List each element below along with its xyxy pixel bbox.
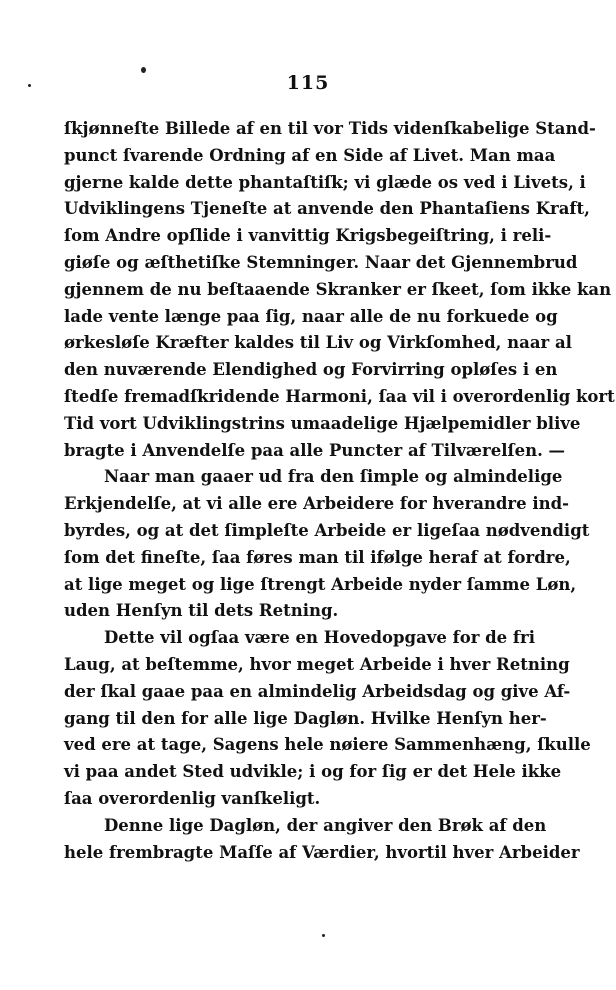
text-line: Erkjendelſe, at vi alle ere Arbeidere for hverandre ind- <box>64 494 570 514</box>
text-line: ſom Andre opſlide i vanvittig Krigsbegeiſtring, i reli- <box>64 226 552 246</box>
text-line: ſtedſe fremadſkridende Harmoni, ſaa vil i overordenlig kort <box>64 386 615 406</box>
text-line: ſom det fineſte, ſaa føres man til ifølge heraf at fordre, <box>64 547 571 567</box>
text-line: at lige meget og lige ſtrengt Arbeide nyder ſamme Løn, <box>64 574 577 594</box>
text-line: den nuværende Elendighed og Forvirring opløſes i en <box>64 360 558 380</box>
text-line: gjerne kalde dette phantaſtiſk; vi glæde os ved i Livets, i <box>64 172 586 192</box>
text-line: hele frembragte Maſſe af Værdier, hvortil hver Arbeider <box>64 842 580 862</box>
text-line: Tid vort Udviklingstrins umaadelige Hjælpemidler blive <box>64 413 581 433</box>
text-line: ørkesløſe Kræfter kaldes til Liv og Virkſomhed, naar al <box>64 333 572 353</box>
body-text <box>64 116 615 866</box>
text-line: ved ere at tage, Sagens hele nøiere Sammenhæng, ſkulle <box>64 735 591 755</box>
text-line: lade vente længe paa ſig, naar alle de nu forkuede og <box>64 306 558 326</box>
text-line: Dette vil ogſaa være en Hovedopgave for de fri <box>104 628 535 648</box>
text-line: Laug, at beſtemme, hvor meget Arbeide i hver Retning <box>64 654 570 674</box>
text-line: Udviklingens Tjeneſte at anvende den Phantaſiens Kraft, <box>64 199 590 219</box>
paragraph <box>64 464 590 625</box>
paragraph <box>64 813 580 867</box>
text-line: ſkjønneſte Billede af en til vor Tids videnſkabelige Stand- <box>64 119 596 138</box>
paragraph <box>64 116 615 464</box>
text-line: Denne lige Dagløn, der angiver den Brøk af den <box>104 815 547 835</box>
page-number: 115 <box>286 72 330 94</box>
text-line: ſaa overordenlig vanſkeligt. <box>64 788 321 808</box>
text-line: gjennem de nu beſtaaende Skranker er ſkeet, ſom ikke kan <box>64 279 612 299</box>
text-line: uden Henſyn til dets Retning. <box>64 601 339 621</box>
text-line: der ſkal gaae paa en almindelig Arbeidsdag og give Af- <box>64 681 571 701</box>
text-line: giøſe og æſthetiſke Stemninger. Naar det Gjennembrud <box>64 252 578 272</box>
text-line: Naar man gaaer ud fra den ſimple og almindelige <box>104 467 563 487</box>
ink-speck <box>322 934 325 937</box>
text-line: gang til den for alle lige Dagløn. Hvilke Henſyn her- <box>64 708 547 728</box>
text-line: byrdes, og at det ſimpleſte Arbeide er ligeſaa nødvendigt <box>64 520 590 540</box>
text-line: punct ſvarende Ordning af en Side af Livet. Man maa <box>64 145 556 165</box>
paragraph <box>64 625 591 813</box>
text-line: vi paa andet Sted udvikle; i og for ſig er det Hele ikke <box>64 762 562 782</box>
text-line: bragte i Anvendelſe paa alle Puncter af Tilværelſen. — <box>64 440 566 460</box>
